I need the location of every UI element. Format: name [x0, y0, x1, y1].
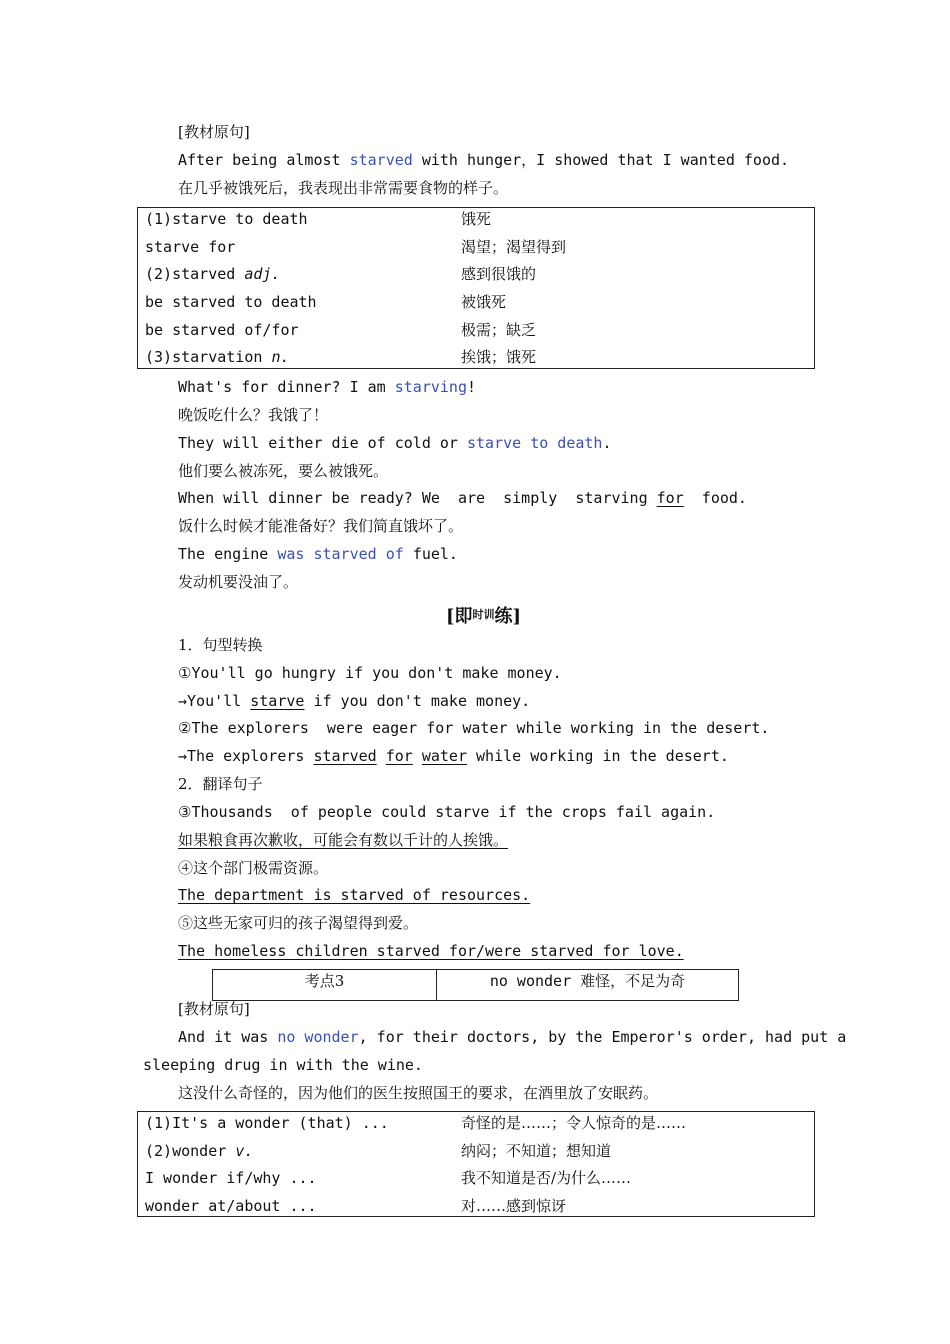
- source-sentence-en-cont: sleeping drug in with the wine.: [143, 1056, 423, 1074]
- table-cell: 渴望；渴望得到: [461, 238, 567, 256]
- question-title: 2．翻译句子: [178, 775, 263, 793]
- answer-line: 如果粮食再次歉收，可能会有数以千计的人挨饿。: [178, 831, 509, 849]
- question-title: 1．句型转换: [178, 636, 263, 654]
- table-cell: 挨饿；饿死: [461, 348, 537, 366]
- table-cell: 奇怪的是……；令人惊奇的是……: [461, 1114, 687, 1132]
- example-zh: 晚饭吃什么？我饿了！: [178, 406, 329, 424]
- table-cell: 被饿死: [461, 293, 507, 311]
- answer-blank: starve: [250, 692, 305, 710]
- table-cell: 感到很饿的: [461, 265, 537, 283]
- table-cell: (2)wonder v.: [145, 1142, 254, 1160]
- example-zh: 发动机要没油了。: [178, 573, 299, 591]
- example-en: The engine was starved of fuel.: [178, 545, 458, 563]
- answer-line: The department is starved of resources.: [178, 886, 531, 904]
- practice-heading: [即$^{时训}$练]: [446, 606, 522, 627]
- table-cell: 极需；缺乏: [461, 321, 537, 339]
- highlight-no-wonder: no wonder: [277, 1028, 359, 1046]
- answer-blank: water: [421, 747, 467, 765]
- answer-blank: starved: [313, 747, 377, 765]
- table-cell: I wonder if/why ...: [145, 1169, 317, 1187]
- vocab-table-starve: [137, 207, 815, 369]
- example-en: They will either die of cold or starve to death.: [178, 434, 612, 452]
- highlight-starved: starved: [349, 151, 413, 169]
- table-cell: starve for: [145, 238, 236, 256]
- table-cell: 我不知道是否/为什么……: [461, 1169, 632, 1187]
- source-sentence-label: [教材原句]: [178, 1000, 250, 1018]
- table-cell: (1)It's a wonder (that) ...: [145, 1114, 389, 1132]
- answer-blank: for: [385, 747, 413, 765]
- example-zh: 饭什么时候才能准备好？我们简直饿坏了。: [178, 517, 464, 535]
- question-item: ③Thousands of people could starve if the crops fail again.: [178, 803, 716, 821]
- answer-line: →The explorers starved for water while working in the desert.: [178, 747, 729, 765]
- answer-line: The homeless children starved for/were starved for love.: [178, 942, 684, 960]
- source-sentence-label: [教材原句]: [178, 123, 250, 141]
- example-en: What's for dinner? I am starving!: [178, 378, 477, 396]
- table-cell: (1)starve to death: [145, 210, 308, 228]
- table-cell: 纳闷；不知道；想知道: [461, 1142, 612, 1160]
- key-point-box: [212, 969, 739, 1001]
- source-sentence-en: After being almost starved with hunger，I showed that I wanted food.: [178, 151, 790, 169]
- question-item: ④这个部门极需资源。: [178, 859, 329, 877]
- table-cell: (2)starved adj.: [145, 265, 281, 283]
- question-item: ①You'll go hungry if you don't make money.: [178, 664, 562, 682]
- question-item: ②The explorers were eager for water while working in the desert.: [178, 719, 770, 737]
- table-cell: be starved of/for: [145, 321, 299, 339]
- example-zh: 他们要么被冻死，要么被饿死。: [178, 462, 389, 480]
- table-cell: (3)starvation n.: [145, 348, 290, 366]
- table-cell: 对……感到惊讶: [461, 1197, 567, 1215]
- example-en: When will dinner be ready? We are simply starving for food.: [178, 489, 747, 507]
- key-point-label: 考点3: [304, 972, 345, 990]
- source-sentence-zh: 在几乎被饿死后，我表现出非常需要食物的样子。: [178, 179, 509, 197]
- table-cell: be starved to death: [145, 293, 317, 311]
- table-cell: 饿死: [461, 210, 492, 228]
- table-cell: wonder at/about ...: [145, 1197, 317, 1215]
- source-sentence-zh: 这没什么奇怪的，因为他们的医生按照国王的要求，在酒里放了安眠药。: [178, 1084, 659, 1102]
- vocab-table-wonder: [137, 1111, 815, 1217]
- key-point-title: no wonder 难怪，不足为奇: [489, 972, 686, 990]
- question-item: ⑤这些无家可归的孩子渴望得到爱。: [178, 914, 419, 932]
- source-sentence-en: And it was no wonder, for their doctors, by the Emperor's order, had put a: [178, 1028, 847, 1046]
- answer-line: →You'll starve if you don't make money.: [178, 692, 531, 710]
